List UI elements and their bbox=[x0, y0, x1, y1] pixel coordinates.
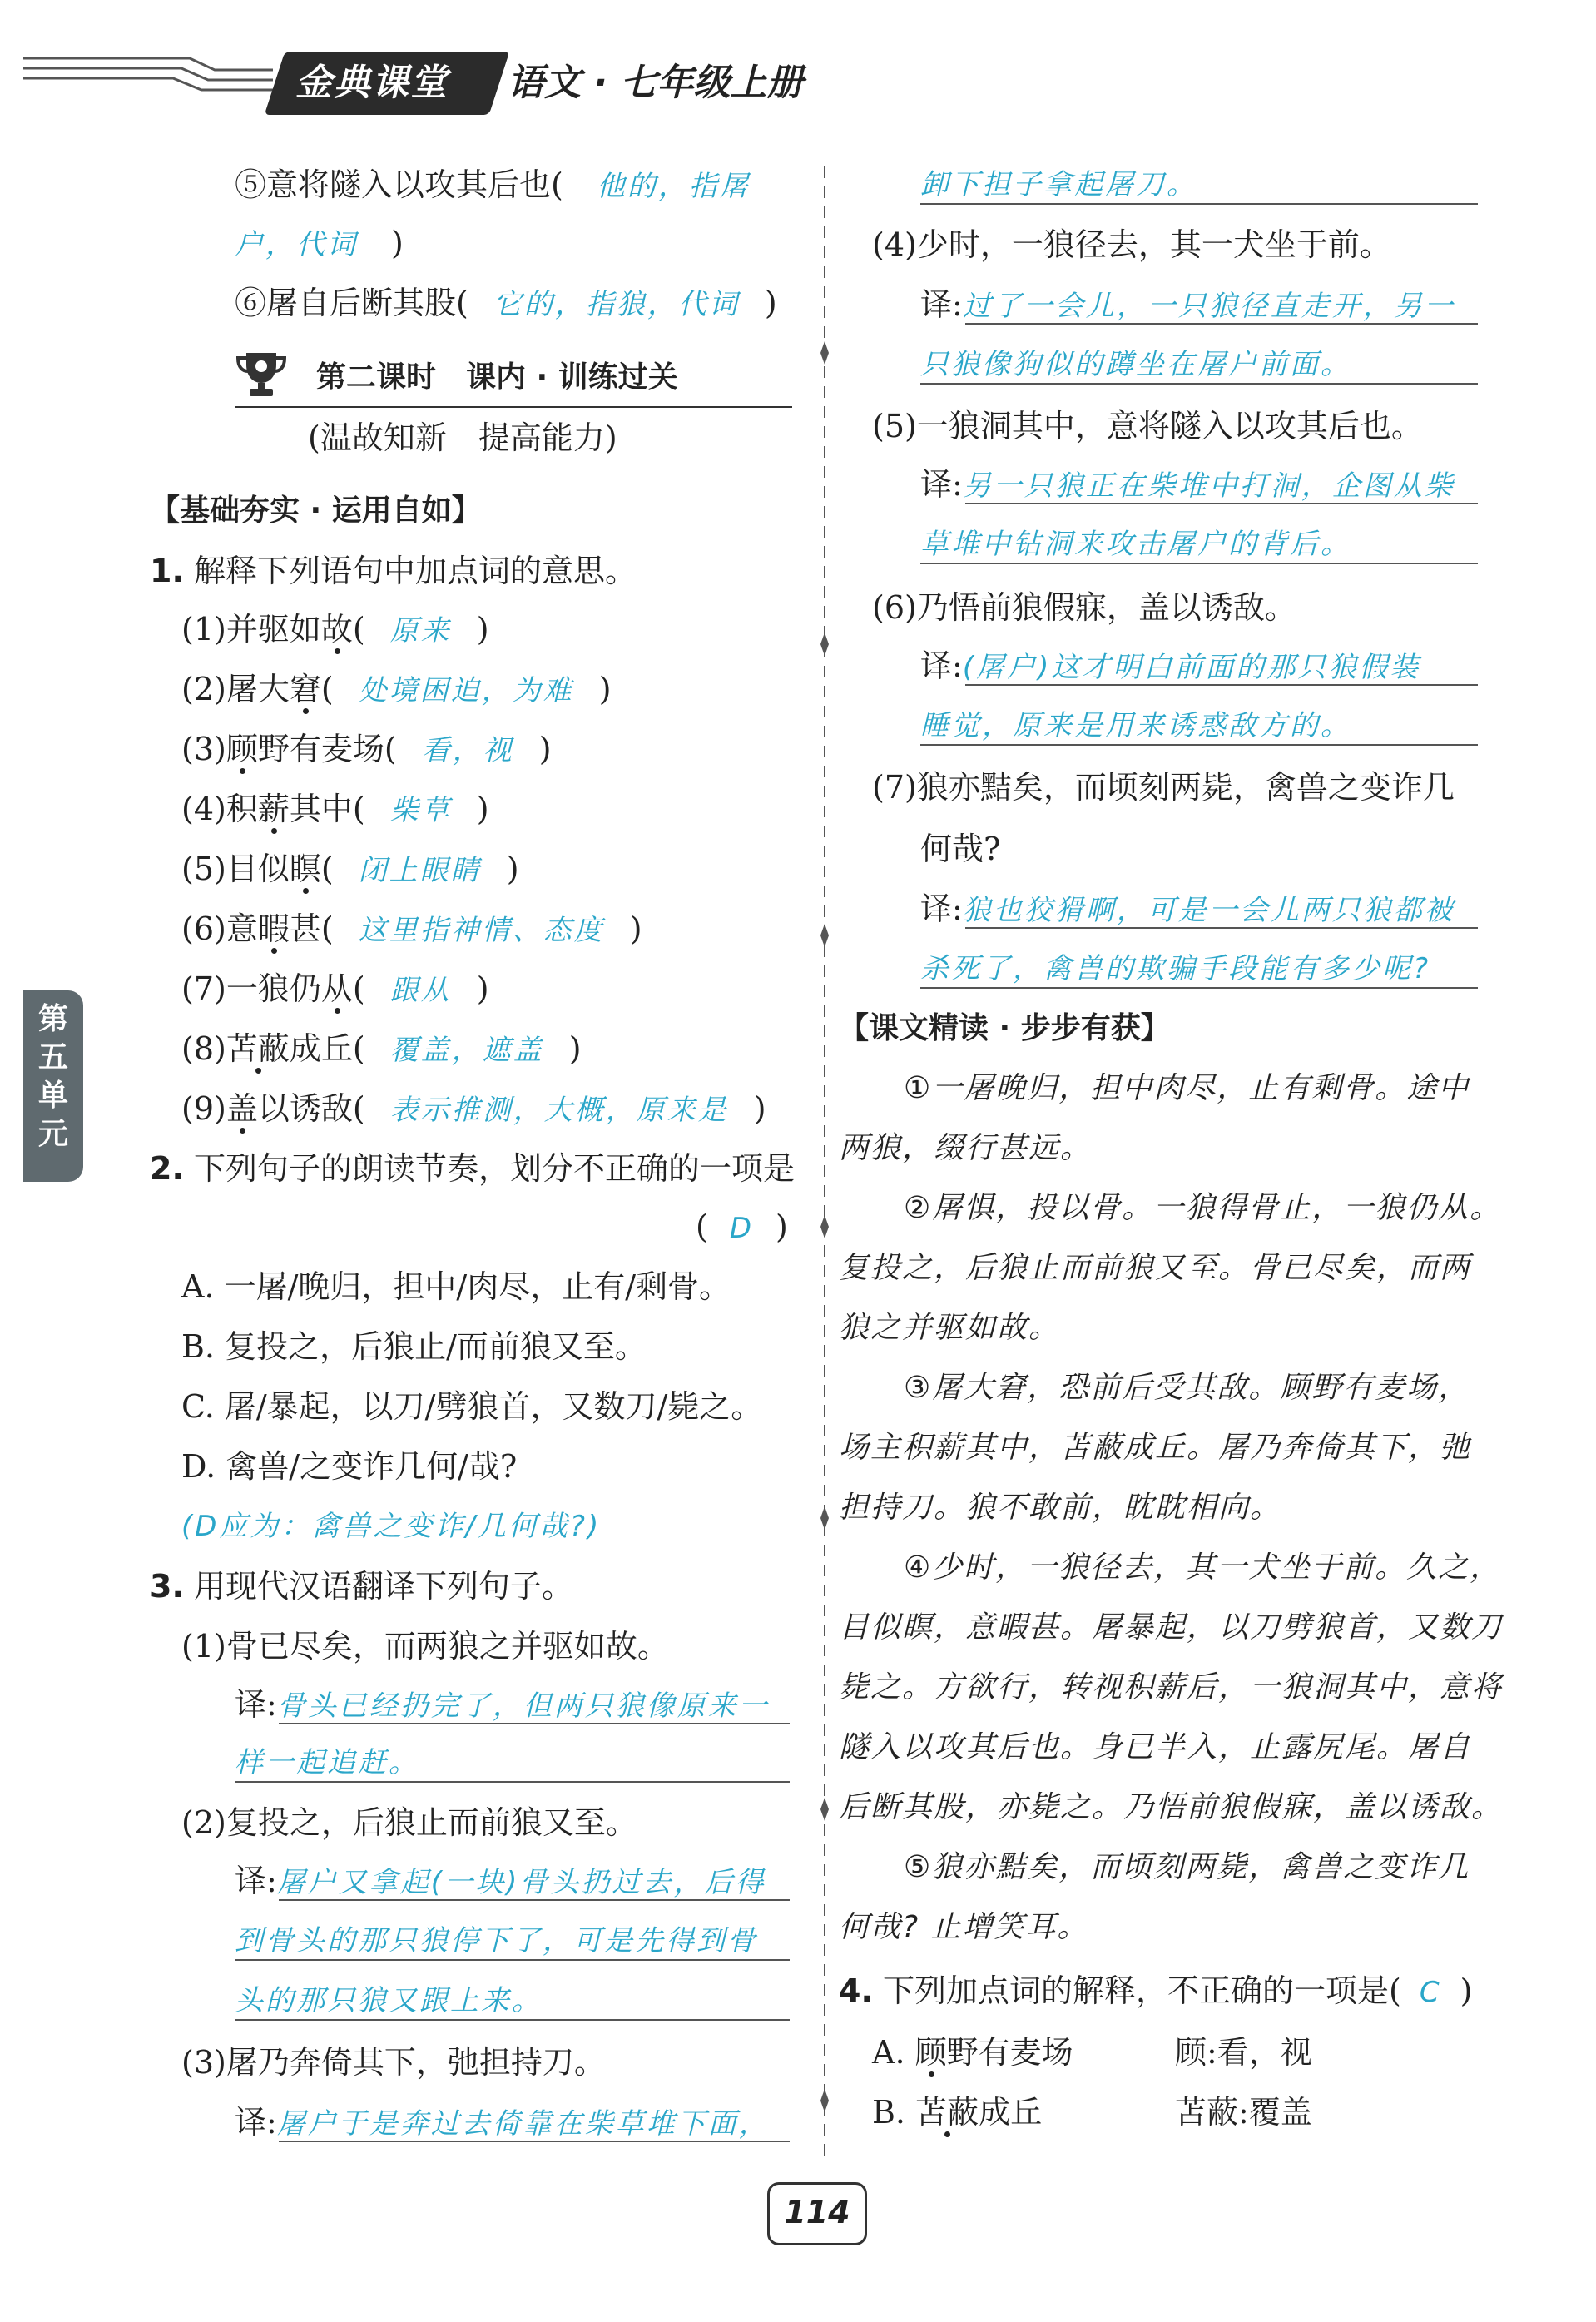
q5-item bbox=[235, 163, 751, 208]
translation-label: 译: bbox=[235, 2104, 277, 2141]
q2-stem bbox=[150, 1147, 795, 1190]
q6-item bbox=[235, 281, 777, 326]
answer-underline bbox=[965, 684, 1478, 686]
q1-item-answer: 原来 bbox=[389, 614, 452, 647]
q3-s7-a: (7)狼亦黠矣，而顷刻两毙，禽兽之变诈几 bbox=[872, 769, 1455, 806]
column-divider bbox=[818, 166, 831, 2164]
section-basic: 【基础夯实 · 运用自如】 bbox=[150, 494, 482, 528]
q3-s7-translation bbox=[920, 887, 1455, 932]
q3-stem bbox=[150, 1565, 573, 1608]
q5-prefix: ⑤意将隧入以攻其后也( bbox=[235, 166, 563, 203]
passage-line: ③屠大窘，恐前后受其敌。顾野有麦场， bbox=[904, 1371, 1470, 1405]
q1-item: (1)并驱如故( 原来 ) bbox=[181, 611, 489, 647]
dotted-word: 顾 bbox=[914, 2034, 947, 2071]
answer-underline bbox=[920, 203, 1478, 205]
q1-item-answer: 看，视 bbox=[421, 734, 514, 767]
q1-item-answer: 表示推测，大概，原来是 bbox=[389, 1094, 729, 1127]
q1-dotted-word: 苫蔽 bbox=[226, 1030, 290, 1067]
q1-dotted-word: 盖 bbox=[226, 1090, 258, 1127]
q4-stem bbox=[839, 1969, 1472, 2014]
passage-line: 担持刀。狼不敢前，眈眈相向。 bbox=[839, 1491, 1282, 1525]
passage-line: ②屠惧，投以骨。一狼得骨止，一狼仍从。 bbox=[904, 1191, 1502, 1225]
passage-line: 两狼，缀行甚远。 bbox=[839, 1131, 1093, 1165]
q3-s2-answer-1: 屠户又拿起(一块)骨头扔过去，后得 bbox=[276, 1866, 766, 1899]
answer-underline bbox=[920, 383, 1478, 385]
lesson-title: 第二课时 课内 · 训练过关 bbox=[316, 360, 678, 394]
passage-line: 后断其股，亦毙之。乃悟前狼假寐，盖以诱敌。 bbox=[839, 1790, 1504, 1824]
q1-item: (5)目似瞑( 闭上眼睛 ) bbox=[181, 851, 519, 887]
translation-label: 译: bbox=[920, 891, 963, 927]
translation-label: 译: bbox=[920, 286, 963, 323]
header-badge: 金典课堂 bbox=[295, 62, 449, 104]
side-tab-char: 单 bbox=[37, 1079, 68, 1113]
header-decoration-lines bbox=[23, 52, 273, 102]
q3-s1-translation bbox=[235, 1683, 770, 1728]
header-subject: 语文 · 七年级上册 bbox=[508, 62, 804, 104]
q1-item-text: 其中 bbox=[289, 791, 353, 827]
q4-option-b bbox=[872, 2091, 1042, 2134]
q3-number: 3. bbox=[150, 1568, 184, 1605]
q1-item: (4)积薪其中( 柴草 ) bbox=[181, 791, 489, 827]
q1-item-number: (6) bbox=[181, 910, 226, 947]
passage-line: 何哉? 止增笑耳。 bbox=[839, 1910, 1089, 1944]
q1-item-answer: 闭上眼睛 bbox=[358, 854, 482, 887]
close-paren: ) bbox=[391, 225, 404, 261]
q1-item-number: (5) bbox=[181, 851, 226, 887]
q1-dotted-word: 瞑 bbox=[289, 851, 321, 887]
q1-item-number: (8) bbox=[181, 1030, 226, 1067]
page-number: 114 bbox=[784, 2194, 850, 2230]
q1-item-answer: 处境困迫，为难 bbox=[358, 674, 574, 707]
q2-note: (D应为：禽兽之变诈/几何哉?) bbox=[181, 1510, 602, 1543]
answer-underline bbox=[279, 1723, 790, 1724]
q3-s1-answer-2: 样一起追赶。 bbox=[235, 1746, 419, 1779]
section-reading: 【课文精读 · 步步有获】 bbox=[839, 1011, 1171, 1045]
answer-underline bbox=[235, 1959, 790, 1961]
translation-label: 译: bbox=[920, 466, 963, 503]
passage-line: 场主积薪其中，苫蔽成丘。屠乃奔倚其下，弛 bbox=[839, 1431, 1472, 1465]
q3-s1-answer-1: 骨头已经扔完了，但两只狼像原来一 bbox=[276, 1689, 770, 1723]
q1-item-text: 野有麦场 bbox=[257, 731, 384, 767]
translation-label: 译: bbox=[920, 647, 963, 684]
q3-s6: (6)乃悟前狼假寐，盖以诱敌。 bbox=[872, 589, 1296, 626]
q3-s5-answer-1: 另一只狼正在柴堆中打洞，企图从柴 bbox=[962, 469, 1455, 503]
q3-s4-answer-1: 过了一会儿，一只狼径直走开，另一 bbox=[962, 290, 1455, 323]
q6-answer: 它的，指狼，代词 bbox=[493, 288, 740, 321]
answer-underline bbox=[965, 503, 1478, 504]
q5-answer-b: 户，代词 bbox=[235, 228, 358, 261]
q1-item-number: (9) bbox=[181, 1090, 226, 1127]
q2-number: 2. bbox=[150, 1150, 184, 1187]
q3-s6-translation bbox=[920, 644, 1420, 689]
q1-item: (8)苫蔽成丘( 覆盖，遮盖 ) bbox=[181, 1030, 582, 1067]
q2-answer: D bbox=[729, 1212, 755, 1245]
q1-item-text: 一狼仍 bbox=[226, 970, 321, 1007]
q1-item: (3)顾野有麦场( 看，视 ) bbox=[181, 731, 552, 767]
answer-underline bbox=[920, 987, 1478, 989]
q1-item-answer: 跟从 bbox=[389, 974, 452, 1007]
q1-item-number: (3) bbox=[181, 731, 226, 767]
q3-s7-answer-1: 狼也狡猾啊，可是一会儿两只狼都被 bbox=[962, 894, 1455, 927]
answer-underline bbox=[920, 563, 1478, 564]
q3-s2-answer-2: 到骨头的那只狼停下了，可是先得到骨 bbox=[235, 1924, 758, 1957]
q1-item-text: 意 bbox=[226, 910, 258, 947]
q1-dotted-word: 暇 bbox=[257, 910, 290, 947]
translation-label: 译: bbox=[235, 1863, 277, 1899]
lesson-subtitle: (温故知新 提高能力) bbox=[308, 419, 617, 456]
q4-option-a bbox=[872, 2031, 1073, 2074]
q1-item-text: 以诱敌 bbox=[257, 1090, 353, 1127]
q5-item-cont bbox=[235, 221, 404, 266]
q1-item-answer: 这里指神情、态度 bbox=[358, 914, 605, 947]
passage-line: ⑤狼亦黠矣，而顷刻两毙，禽兽之变诈几 bbox=[904, 1850, 1470, 1884]
q3-s5: (5)一狼洞其中，意将隧入以攻其后也。 bbox=[872, 408, 1423, 444]
q3-s6-answer-2: 睡觉，原来是用来诱惑敌方的。 bbox=[920, 709, 1351, 742]
close-paren: ) bbox=[1460, 1972, 1473, 2009]
q1-item-answer: 柴草 bbox=[389, 794, 452, 827]
q1-item-number: (2) bbox=[181, 671, 226, 707]
q1-dotted-word: 窘 bbox=[289, 671, 321, 707]
q3-s7-answer-2: 杀死了，禽兽的欺骗手段能有多少呢? bbox=[920, 952, 1431, 985]
answer-underline bbox=[279, 2141, 790, 2142]
passage-line: 复投之，后狼止而前狼又至。骨已尽矣，而两 bbox=[839, 1251, 1472, 1285]
passage-line: ④少时，一狼径去，其一犬坐于前。久之， bbox=[904, 1550, 1502, 1585]
q1-item-text: 积 bbox=[226, 791, 258, 827]
q2-option-b: B. 复投之，后狼止/而前狼又至。 bbox=[181, 1328, 647, 1365]
answer-underline bbox=[920, 744, 1478, 746]
q3-s3-answer-1: 屠户于是奔过去倚靠在柴草堆下面， bbox=[276, 2107, 770, 2141]
q5-answer-a: 他的，指屠 bbox=[596, 170, 751, 203]
option-letter: B. bbox=[872, 2094, 916, 2131]
q4-option-a-def: 顾:看，视 bbox=[1175, 2034, 1312, 2071]
q1-item: (6)意暇甚( 这里指神情、态度 ) bbox=[181, 910, 642, 947]
q1-item: (2)屠大窘( 处境困迫，为难 ) bbox=[181, 671, 612, 707]
q4-option-b-def: 苫蔽:覆盖 bbox=[1175, 2094, 1312, 2131]
q3-s5-answer-2: 草堆中钻洞来攻击屠户的背后。 bbox=[920, 528, 1351, 561]
q3-text: 用现代汉语翻译下列句子。 bbox=[193, 1568, 573, 1605]
passage-line: 目似瞑，意暇甚。屠暴起，以刀劈狼首，又数刀 bbox=[839, 1610, 1504, 1645]
passage-line: ①一屠晚归，担中肉尽，止有剩骨。途中 bbox=[904, 1071, 1470, 1105]
q1-item-number: (7) bbox=[181, 970, 226, 1007]
q2-option-c: C. 屠/暴起，以刀/劈狼首，又数刀/毙之。 bbox=[181, 1388, 763, 1425]
q1-dotted-word: 薪 bbox=[257, 791, 290, 827]
q3-s3-translation bbox=[235, 2101, 770, 2146]
q1-number: 1. bbox=[150, 553, 184, 589]
q3-s4-answer-2: 只狼像狗似的蹲坐在屠户前面。 bbox=[920, 348, 1351, 381]
q2-option-d: D. 禽兽/之变诈几何/哉? bbox=[181, 1448, 518, 1485]
q1-dotted-word: 从 bbox=[320, 970, 353, 1007]
q3-s1: (1)骨已尽矣，而两狼之并驱如故。 bbox=[181, 1628, 669, 1665]
q4-number: 4. bbox=[839, 1972, 873, 2009]
q3-s2: (2)复投之，后狼止而前狼又至。 bbox=[181, 1804, 637, 1841]
side-tab-char: 元 bbox=[37, 1117, 68, 1151]
passage-line: 毙之。方欲行，转视积薪后，一狼洞其中，意将 bbox=[839, 1670, 1504, 1704]
q1-dotted-word: 故 bbox=[320, 611, 353, 647]
q3-s2-translation bbox=[235, 1859, 766, 1904]
passage-line: 隧入以攻其后也。身已半入，止露尻尾。屠自 bbox=[839, 1730, 1472, 1764]
unit-side-tab bbox=[23, 990, 83, 1182]
answer-underline bbox=[965, 323, 1478, 325]
q3-s2-answer-3: 头的那只狼又跟上来。 bbox=[235, 1984, 543, 2017]
q1-item-text: 屠大 bbox=[226, 671, 290, 707]
q4-text: 下列加点词的解释，不正确的一项是( bbox=[882, 1972, 1401, 2009]
side-tab-char: 第 bbox=[37, 1002, 68, 1036]
q3-s4: (4)少时，一狼径去，其一犬坐于前。 bbox=[872, 226, 1391, 263]
translation-label: 译: bbox=[235, 1686, 277, 1723]
option-text: 成丘 bbox=[979, 2094, 1043, 2131]
q3-s5-translation bbox=[920, 463, 1455, 508]
lesson-title-rule bbox=[235, 406, 792, 408]
passage-line: 狼之并驱如故。 bbox=[839, 1311, 1061, 1345]
q4-answer: C bbox=[1419, 1976, 1442, 2009]
answer-underline bbox=[279, 1899, 790, 1901]
q1-item: (9)盖以诱敌( 表示推测，大概，原来是 ) bbox=[181, 1090, 766, 1127]
q1-item-text: 并驱如 bbox=[226, 611, 321, 647]
option-text: 野有麦场 bbox=[946, 2034, 1073, 2071]
q1-item-answer: 覆盖，遮盖 bbox=[389, 1034, 544, 1067]
q6-prefix: ⑥屠自后断其股( bbox=[235, 285, 468, 321]
q3-s7-b: 何哉? bbox=[920, 831, 1001, 867]
q3-s3: (3)屠乃奔倚其下，弛担持刀。 bbox=[181, 2044, 606, 2081]
q3-s4-translation bbox=[920, 283, 1455, 328]
q1-item-number: (1) bbox=[181, 611, 226, 647]
q3-s6-answer-1: (屠户)这才明白前面的那只狼假装 bbox=[962, 651, 1421, 684]
close-paren: ) bbox=[764, 285, 777, 321]
q1-text: 解释下列语句中加点词的意思。 bbox=[193, 553, 637, 589]
answer-underline bbox=[235, 1781, 790, 1783]
q1-item-text: 甚 bbox=[289, 910, 321, 947]
answer-underline bbox=[965, 927, 1478, 929]
q1-item-number: (4) bbox=[181, 791, 226, 827]
q1-item-text: 成丘 bbox=[289, 1030, 353, 1067]
q1-item-text: 目似 bbox=[226, 851, 290, 887]
q3-s3-answer-2: 卸下担子拿起屠刀。 bbox=[920, 168, 1197, 201]
q2-option-a: A. 一屠/晚归，担中/肉尽，止有/剩骨。 bbox=[181, 1268, 731, 1305]
q1-stem bbox=[150, 549, 637, 593]
option-letter: A. bbox=[872, 2034, 915, 2071]
answer-underline bbox=[235, 2019, 790, 2021]
q2-text: 下列句子的朗读节奏，划分不正确的一项是 bbox=[193, 1150, 795, 1187]
q2-answer-paren: ( D ) bbox=[696, 1208, 788, 1245]
trophy-icon bbox=[235, 350, 288, 399]
q1-dotted-word: 顾 bbox=[226, 731, 258, 767]
q1-item: (7)一狼仍从( 跟从 ) bbox=[181, 970, 489, 1007]
dotted-word: 苫蔽 bbox=[915, 2094, 979, 2131]
side-tab-char: 五 bbox=[37, 1040, 68, 1074]
